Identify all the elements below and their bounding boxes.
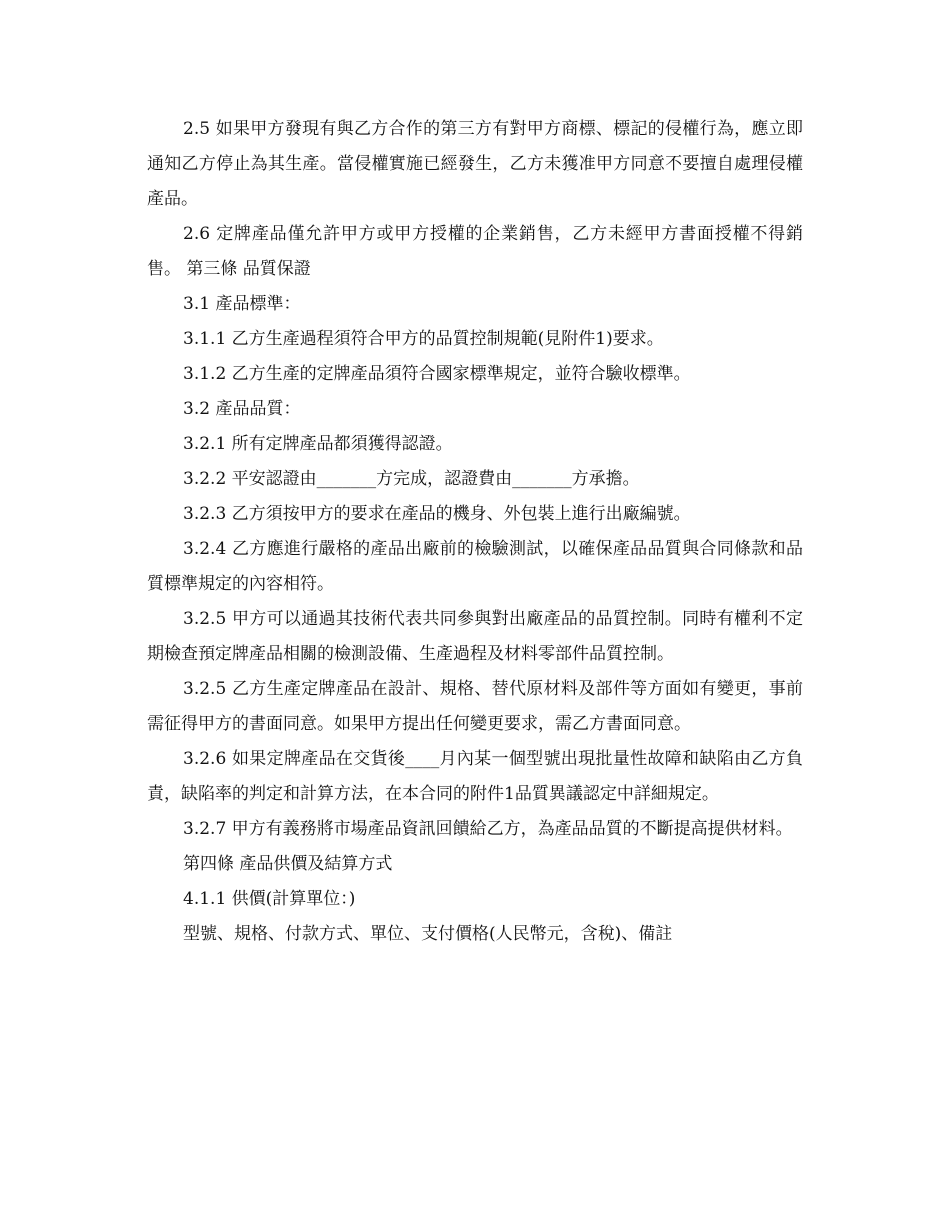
price-table-columns: 型號、規格、付款方式、單位、支付價格(人民幣元，含稅)、備註: [183, 924, 673, 944]
clause-3-2-1: 3.2.1 所有定牌產品都須獲得認證。: [183, 434, 453, 454]
clause-3-2-5-a: 3.2.5 甲方可以通過其技術代表共同參與對出廠產品的品質控制。同時有權利不定期檢查預定牌產品相關的檢測設備、生產過程及材料零部件品質控制。: [147, 609, 803, 664]
clause-3-1-2: 3.1.2 乙方生產的定牌產品須符合國家標準規定，並符合驗收標準。: [183, 364, 691, 384]
clause-3-2-7: 3.2.7 甲方有義務將市場產品資訊回饋給乙方，為產品品質的不斷提高提供材料。: [183, 819, 793, 839]
clause-3-1: 3.1 產品標準：: [183, 294, 301, 314]
clause-3-2-6: 3.2.6 如果定牌產品在交貨後____月內某一個型號出現批量性故障和缺陷由乙方負責，缺陷率的判定和計算方法，在本合同的附件1品質異議認定中詳細規定。: [147, 749, 803, 804]
clause-3-2-3: 3.2.3 乙方須按甲方的要求在產品的機身、外包裝上進行出廠編號。: [183, 504, 691, 524]
clause-2-6: 2.6 定牌產品僅允許甲方或甲方授權的企業銷售，乙方未經甲方書面授權不得銷售。 第三條 品質保證: [147, 224, 803, 279]
clause-3-2-4: 3.2.4 乙方應進行嚴格的產品出廠前的檢驗測試，以確保產品品質與合同條款和品質標準規定的內容相符。: [147, 539, 803, 594]
clause-2-5: 2.5 如果甲方發現有與乙方合作的第三方有對甲方商標、標記的侵權行為，應立即通知乙方停止為其生產。當侵權實施已經發生，乙方未獲准甲方同意不要擅自處理侵權產品。: [147, 119, 803, 209]
clause-4-1-1: 4.1.1 供價(計算單位：): [183, 889, 356, 909]
clause-3-2: 3.2 產品品質：: [183, 399, 301, 419]
clause-3-2-2: 3.2.2 平安認證由_______方完成，認證費由_______方承擔。: [183, 469, 640, 489]
clause-3-2-5-b: 3.2.5 乙方生產定牌產品在設計、規格、替代原材料及部件等方面如有變更，事前需征得甲方的書面同意。如果甲方提出任何變更要求，需乙方書面同意。: [147, 679, 803, 734]
clause-3-1-1: 3.1.1 乙方生產過程須符合甲方的品質控制規範(見附件1)要求。: [183, 329, 664, 349]
article-4-heading: 第四條 產品供價及結算方式: [183, 854, 393, 874]
document-body: [147, 112, 803, 952]
